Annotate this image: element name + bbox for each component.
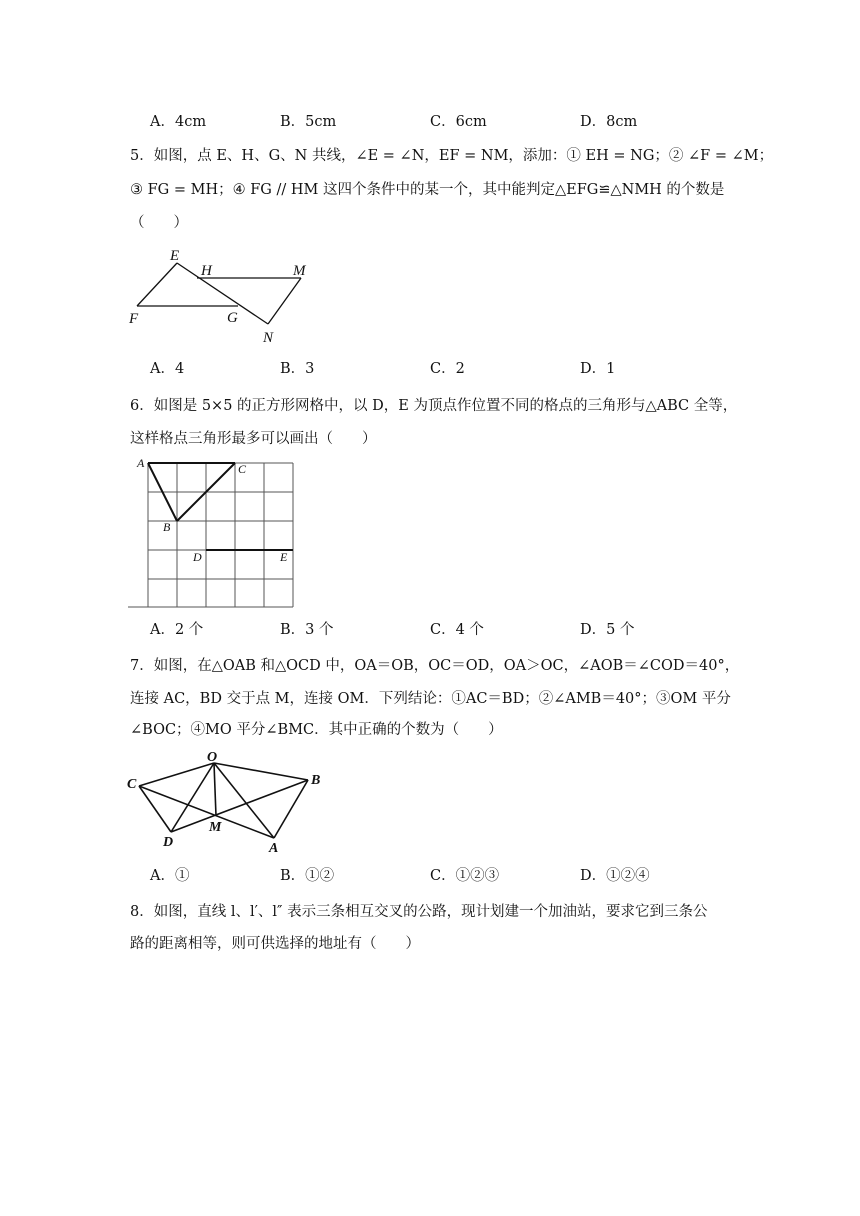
q5-label-m: M	[293, 263, 306, 279]
q5-option-a: A．4	[150, 361, 185, 377]
q5-stem-line1: 5．如图，点 E、H、G、N 共线，∠E = ∠N，EF = NM，添加：① EH = NG；② ∠F = ∠M；	[130, 148, 774, 164]
q6-option-b: B．3 个	[280, 622, 334, 638]
q7-segment-om	[214, 763, 216, 816]
q7-stem-line1: 7．如图，在△OAB 和△OCD 中，OA＝OB，OC＝OD，OA＞OC，∠AOB＝∠COD＝40°，	[130, 658, 740, 674]
q5-option-c: C．2	[430, 361, 465, 377]
q7-label-b: B	[311, 773, 321, 788]
q7-label-m: M	[209, 820, 222, 835]
q7-figure	[125, 750, 335, 855]
q5-option-d: D．1	[580, 361, 616, 377]
q6-stem-line2: 这样格点三角形最多可以画出（ ）	[130, 431, 377, 447]
q7-segment-ab	[274, 780, 308, 838]
q6-option-d: D．5 个	[580, 622, 635, 638]
q7-option-a: A．①	[150, 868, 190, 884]
q5-stem-line3: （ ）	[130, 215, 188, 231]
q5-label-e: E	[170, 248, 180, 264]
q5-segment-mn	[268, 278, 301, 324]
q7-label-d: D	[163, 835, 174, 850]
q4-option-c: C．6cm	[430, 114, 487, 130]
q7-option-c: C．①②③	[430, 868, 500, 884]
q7-option-d: D．①②④	[580, 868, 650, 884]
q6-label-c: C	[238, 462, 247, 476]
q6-label-a: A	[137, 456, 145, 470]
q4-option-d: D．8cm	[580, 114, 638, 130]
q5-option-b: B．3	[280, 361, 315, 377]
q7-label-o: O	[207, 750, 218, 765]
q6-label-d: D	[193, 550, 202, 564]
q6-option-a: A．2 个	[150, 622, 204, 638]
q5-label-f: F	[129, 311, 139, 327]
q8-stem-line1: 8．如图，直线 l、l′、l″ 表示三条相互交叉的公路，现计划建一个加油站，要求它到三条公	[130, 904, 708, 920]
q7-label-a: A	[269, 841, 279, 856]
q7-option-b: B．①②	[280, 868, 335, 884]
q7-label-c: C	[127, 777, 137, 792]
q5-label-g: G	[227, 310, 238, 326]
q8-stem-line2: 路的距离相等，则可供选择的地址有（ ）	[130, 936, 420, 952]
q6-label-b: B	[163, 520, 171, 534]
q5-label-h: H	[201, 263, 212, 279]
q6-label-e: E	[280, 550, 288, 564]
q5-segment-en	[177, 263, 268, 324]
q4-option-a: A．4cm	[150, 114, 207, 130]
q5-segment-ef	[137, 263, 177, 306]
q4-option-b: B．5cm	[280, 114, 337, 130]
q6-stem-line1: 6．如图是 5×5 的正方形网格中，以 D，E 为顶点作位置不同的格点的三角形与△ABC 全等，	[130, 398, 738, 414]
q5-figure	[125, 245, 325, 345]
q7-segment-od	[171, 763, 214, 832]
q7-segment-ob	[214, 763, 308, 780]
q5-label-n: N	[263, 330, 274, 346]
q6-grid-figure	[128, 456, 308, 611]
q6-option-c: C．4 个	[430, 622, 484, 638]
q7-stem-line3: ∠BOC；④MO 平分∠BMC．其中正确的个数为（ ）	[130, 722, 503, 738]
q7-stem-line2: 连接 AC，BD 交于点 M，连接 OM．下列结论：①AC＝BD；②∠AMB＝40°；③OM 平分	[130, 691, 731, 707]
q5-stem-line2: ③ FG = MH；④ FG // HM 这四个条件中的某一个，其中能判定△EFG≌△NMH 的个数是	[130, 182, 725, 198]
